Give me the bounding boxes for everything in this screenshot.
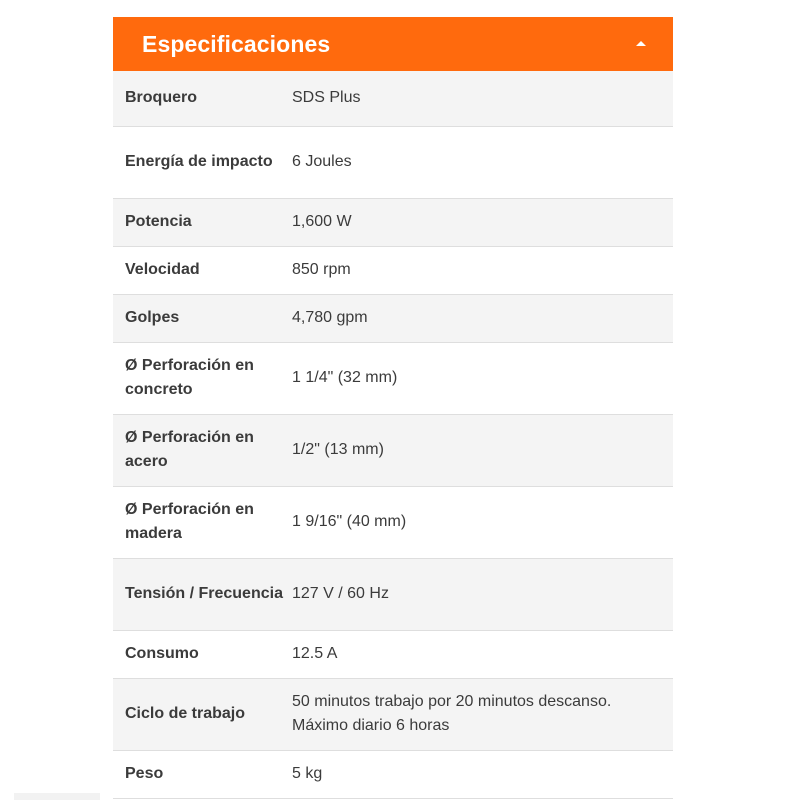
spec-row	[113, 414, 673, 486]
spec-value: 1 9/16" (40 mm)	[292, 486, 673, 558]
spec-label: Consumo	[113, 630, 292, 678]
specifications-panel	[113, 17, 673, 799]
spec-row	[113, 342, 673, 414]
spec-label: Golpes	[113, 294, 292, 342]
spec-value: 50 minutos trabajo por 20 minutos descanso. Máximo diario 6 horas	[292, 678, 673, 750]
spec-row	[113, 198, 673, 246]
spec-row	[113, 558, 673, 630]
spec-value: 850 rpm	[292, 246, 673, 294]
spec-label: Broquero	[113, 71, 292, 126]
spec-row	[113, 750, 673, 798]
spec-row	[113, 71, 673, 126]
spec-row	[113, 126, 673, 198]
spec-row	[113, 678, 673, 750]
spec-label: Potencia	[113, 198, 292, 246]
spec-value: 1/2" (13 mm)	[292, 414, 673, 486]
spec-value: 6 Joules	[292, 126, 673, 198]
spec-row	[113, 486, 673, 558]
spec-label: Ø Perforación en concreto	[113, 342, 292, 414]
caret-up-icon[interactable]	[636, 41, 646, 46]
spec-row	[113, 294, 673, 342]
spec-label: Tensión / Frecuencia	[113, 558, 292, 630]
specifications-title: Especificaciones	[142, 30, 331, 57]
spec-row	[113, 246, 673, 294]
spec-value: 127 V / 60 Hz	[292, 558, 673, 630]
specifications-header[interactable]	[113, 17, 673, 71]
spec-value: SDS Plus	[292, 71, 673, 126]
spec-label: Ø Perforación en acero	[113, 414, 292, 486]
spec-label: Velocidad	[113, 246, 292, 294]
spec-label: Peso	[113, 750, 292, 798]
spec-label: Energía de impacto	[113, 126, 292, 198]
spec-row	[113, 630, 673, 678]
spec-value: 1,600 W	[292, 198, 673, 246]
spec-value: 1 1/4" (32 mm)	[292, 342, 673, 414]
spec-label: Ciclo de trabajo	[113, 678, 292, 750]
specifications-table	[113, 71, 673, 799]
spec-value: 4,780 gpm	[292, 294, 673, 342]
bottom-tab-edge	[14, 793, 100, 800]
spec-label: Ø Perforación en madera	[113, 486, 292, 558]
spec-value: 5 kg	[292, 750, 673, 798]
spec-value: 12.5 A	[292, 630, 673, 678]
